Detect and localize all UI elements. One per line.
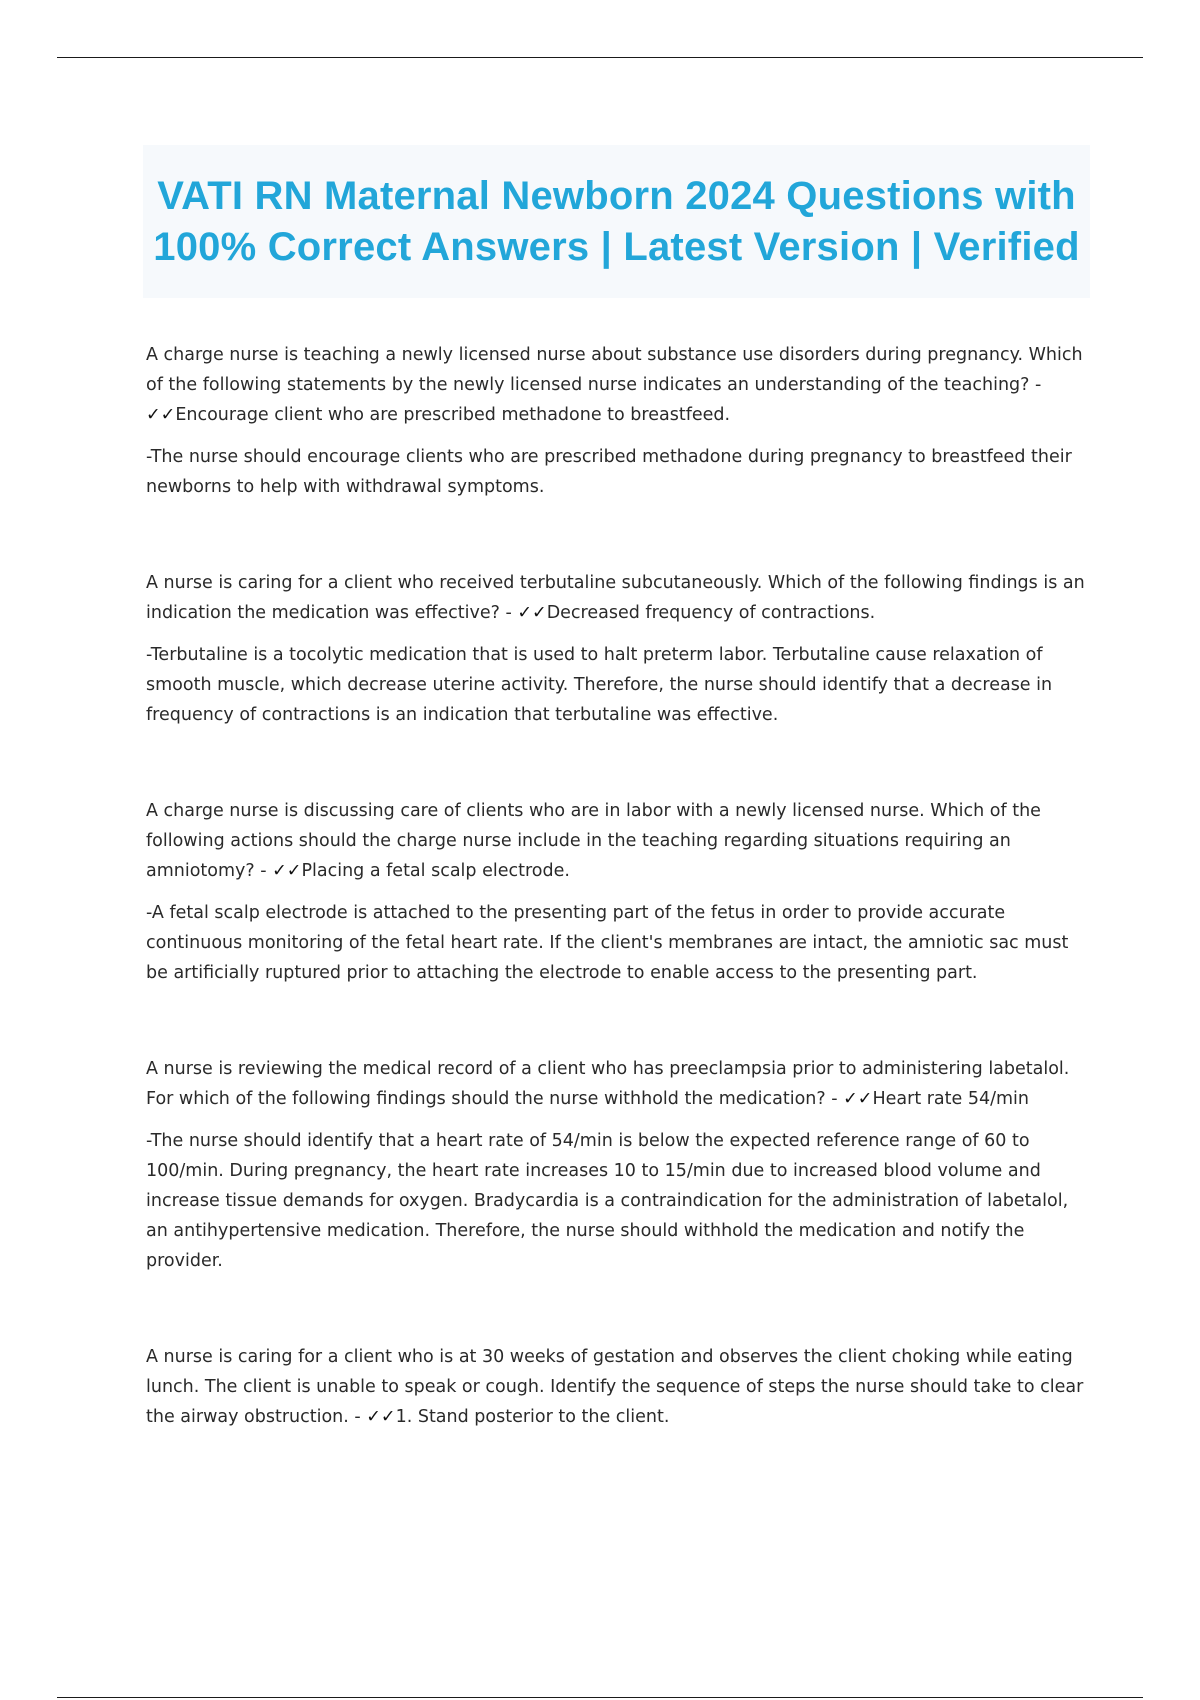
- qa-item-1: [146, 340, 1091, 502]
- double-check-icon: ✓✓: [843, 1089, 873, 1109]
- double-check-icon: ✓✓: [146, 405, 176, 425]
- answer-text: Encourage client who are prescribed methadone to breastfeed.: [175, 405, 731, 425]
- qa-item-5: [146, 1342, 1091, 1432]
- qa-list: [146, 340, 1091, 1432]
- question-prompt: A charge nurse is teaching a newly licensed nurse about substance use disorders during pregnancy. Which of the following statements by the newly licensed nurse indicates an understanding of the teaching? -: [146, 345, 1083, 395]
- document-title: VATI RN Maternal Newborn 2024 Questions with 100% Correct Answers | Latest Version | Verified: [153, 173, 1080, 269]
- question-prompt: A nurse is caring for a client who received terbutaline subcutaneously. Which of the following findings is an indication the medication was effective? -: [146, 573, 1085, 623]
- double-check-icon: ✓✓: [272, 861, 302, 881]
- rationale-text: -A fetal scalp electrode is attached to the presenting part of the fetus in order to provide accurate continuous monitoring of the fetal heart rate. If the client's membranes are intact, the amniotic sac must be artificially ruptured prior to attaching the electrode to enable access to the presenting part.: [146, 903, 1069, 983]
- top-rule: [57, 57, 1143, 58]
- question-text: [146, 1054, 1091, 1114]
- question-prompt: A nurse is reviewing the medical record of a client who has preeclampsia prior to administering labetalol. For which of the following findings should the nurse withhold the medication? -: [146, 1059, 1070, 1109]
- qa-item-3: [146, 796, 1091, 988]
- question-prompt: A nurse is caring for a client who is at 30 weeks of gestation and observes the client choking while eating lunch. The client is unable to speak or cough. Identify the sequence of steps the nurse should take to clear the airway obstruction. -: [146, 1347, 1084, 1427]
- question-text: [146, 340, 1091, 430]
- rationale-text: -The nurse should encourage clients who are prescribed methadone during pregnancy to breastfeed their newborns to help with withdrawal symptoms.: [146, 447, 1072, 497]
- answer-text: Heart rate 54/min: [872, 1089, 1030, 1109]
- qa-item-4: [146, 1054, 1091, 1276]
- question-text: [146, 1342, 1091, 1432]
- answer-text: Decreased frequency of contractions.: [546, 603, 876, 623]
- double-check-icon: ✓✓: [366, 1407, 396, 1427]
- rationale-text: -The nurse should identify that a heart rate of 54/min is below the expected reference range of 60 to 100/min. During pregnancy, the heart rate increases 10 to 15/min due to increased blood volume and increase tissue demands for oxygen. Bradycardia is a contraindication for the administration of labetalol, an antihypertensive medication. Therefore, the nurse should withhold the medication and notify the provider.: [146, 1131, 1069, 1271]
- title-banner: [143, 145, 1090, 298]
- answer-text: 1. Stand posterior to the client.: [395, 1407, 670, 1427]
- question-prompt: A charge nurse is discussing care of clients who are in labor with a newly licensed nurse. Which of the following actions should the charge nurse include in the teaching regarding situations requiring an amniotomy? -: [146, 801, 1041, 881]
- question-text: [146, 796, 1091, 886]
- qa-item-2: [146, 568, 1091, 730]
- rationale-text: -Terbutaline is a tocolytic medication that is used to halt preterm labor. Terbutaline cause relaxation of smooth muscle, which decrease uterine activity. Therefore, the nurse should identify that a decrease in frequency of contractions is an indication that terbutaline was effective.: [146, 645, 1053, 725]
- double-check-icon: ✓✓: [517, 603, 547, 623]
- question-text: [146, 568, 1091, 628]
- answer-text: Placing a fetal scalp electrode.: [301, 861, 570, 881]
- bottom-rule: [57, 1697, 1143, 1698]
